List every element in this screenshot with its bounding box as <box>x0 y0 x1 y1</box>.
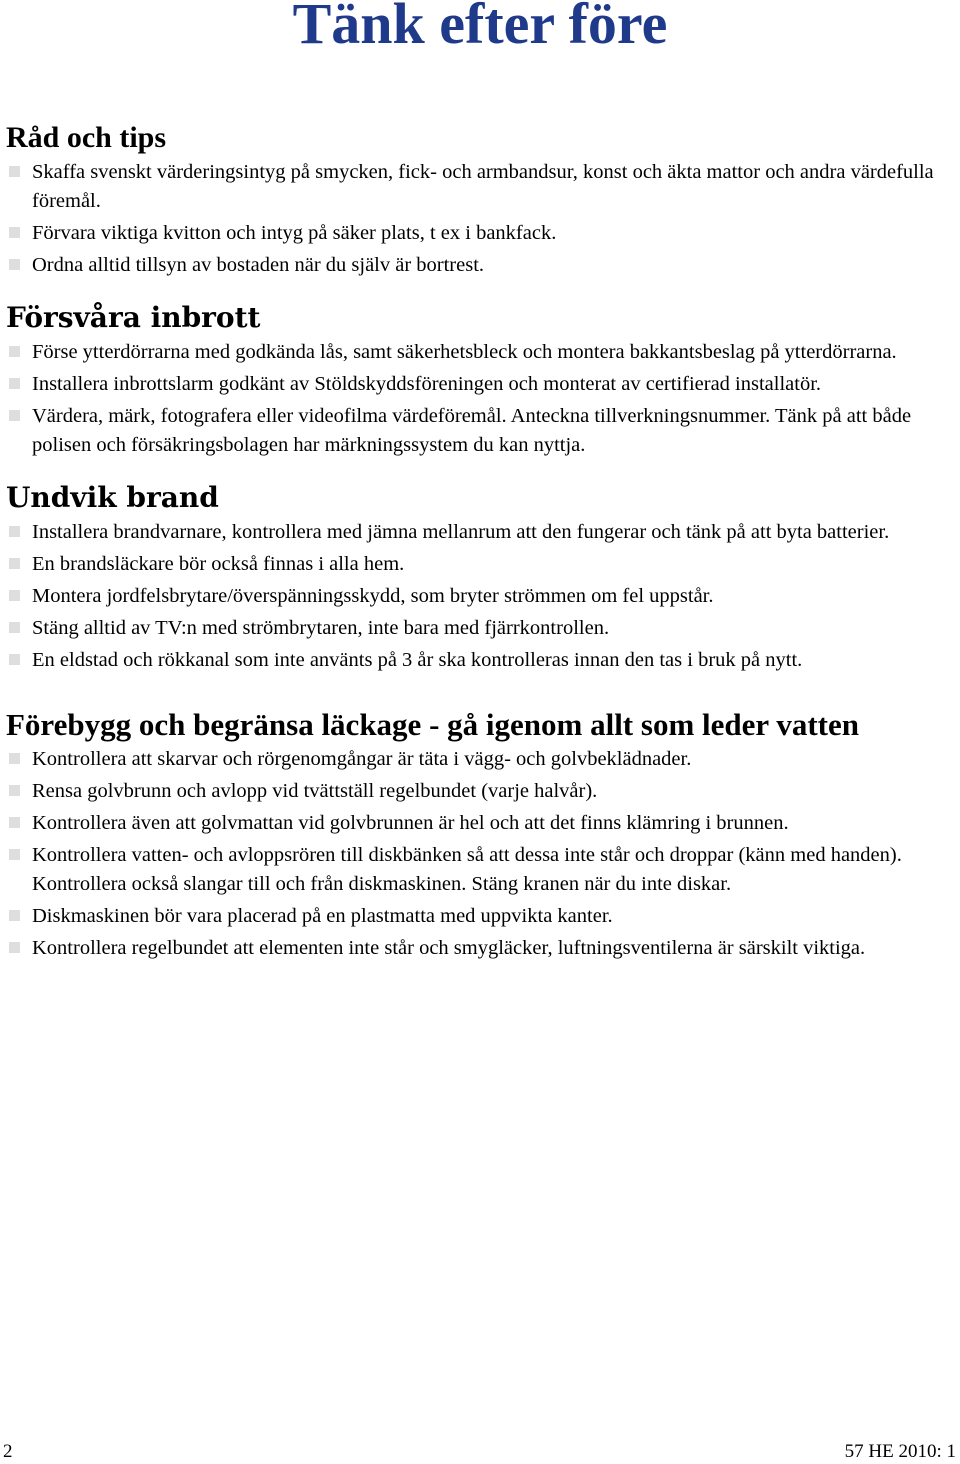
list-item-text: Ordna alltid tillsyn av bostaden när du själv är bortrest. <box>32 254 485 276</box>
list-item <box>6 550 956 579</box>
square-bullet-icon <box>9 410 20 421</box>
list-item-text: Stäng alltid av TV:n med strömbrytaren, inte bara med fjärrkontrollen. <box>32 617 610 639</box>
list-item-text: En brandsläckare bör också finnas i alla hem. <box>32 553 405 575</box>
section-forebygg-lackage <box>6 705 956 963</box>
page-number: 2 <box>3 1441 13 1462</box>
list-item-text: Installera inbrottslarm godkänt av Stöldskyddsföreningen och monterat av certifierad installatör. <box>32 373 822 395</box>
section-forsvara-inbrott <box>6 298 956 460</box>
section-heading: Råd och tips <box>6 121 167 154</box>
square-bullet-icon <box>9 622 20 633</box>
square-bullet-icon <box>9 558 20 569</box>
section-heading: Försvåra inbrott <box>6 301 261 334</box>
list-item-text: Installera brandvarnare, kontrollera med jämna mellanrum att den fungerar och tänk på att byta batterier. <box>32 521 890 543</box>
square-bullet-icon <box>9 590 20 601</box>
square-bullet-icon <box>9 849 20 860</box>
list-item-text: Rensa golvbrunn och avlopp vid tvättställ regelbundet (varje halvår). <box>32 780 598 802</box>
square-bullet-icon <box>9 910 20 921</box>
square-bullet-icon <box>9 227 20 238</box>
list-item-text: Kontrollera regelbundet att elementen inte står och smygläcker, luftningsventilerna är särskilt viktiga. <box>32 937 866 959</box>
bullet-list <box>6 745 956 963</box>
list-item-text: Förvara viktiga kvitton och intyg på säker plats, t ex i bankfack. <box>32 222 557 244</box>
square-bullet-icon <box>9 378 20 389</box>
list-item <box>6 158 956 216</box>
square-bullet-icon <box>9 526 20 537</box>
section-heading: Undvik brand <box>6 481 219 514</box>
list-item <box>6 251 956 280</box>
list-item <box>6 777 956 806</box>
list-item <box>6 338 956 367</box>
bullet-list <box>6 518 956 675</box>
square-bullet-icon <box>9 942 20 953</box>
section-heading: Förebygg och begränsa läckage - gå igenom allt som leder vatten <box>6 707 859 742</box>
list-item-text: Montera jordfelsbrytare/överspänningsskydd, som bryter strömmen om fel uppstår. <box>32 585 714 607</box>
bullet-list <box>6 338 956 460</box>
square-bullet-icon <box>9 259 20 270</box>
list-item-text: Värdera, märk, fotografera eller videofilma värdeföremål. Anteckna tillverkningsnummer. Tänk på att både polisen och försäkringsbolagen har märkningssystem du kan nyttja. <box>32 405 912 456</box>
list-item <box>6 614 956 643</box>
list-item-text: Kontrollera även att golvmattan vid golvbrunnen är hel och att det finns klämring i brunnen. <box>32 812 789 834</box>
list-item <box>6 646 956 675</box>
section-undvik-brand <box>6 478 956 675</box>
list-item <box>6 518 956 547</box>
page-title: Tänk efter före <box>292 0 668 56</box>
document-code: 57 HE 2010: 1 <box>844 1441 956 1462</box>
list-item-text: Förse ytterdörrarna med godkända lås, samt säkerhetsbleck och montera bakkantsbeslag på ytterdörrarna. <box>32 341 897 363</box>
list-item <box>6 370 956 399</box>
list-item <box>6 934 956 963</box>
square-bullet-icon <box>9 654 20 665</box>
list-item <box>6 809 956 838</box>
document-content <box>6 118 956 966</box>
bullet-list <box>6 158 956 280</box>
list-item-text: Kontrollera vatten- och avloppsrören till diskbänken så att dessa inte står och droppar (känn med handen). Kontrollera också slangar till och från diskmaskinen. Stäng kranen när du inte diskar. <box>32 844 902 895</box>
square-bullet-icon <box>9 166 20 177</box>
list-item <box>6 402 956 460</box>
list-item <box>6 841 956 899</box>
section-rad-och-tips <box>6 118 956 280</box>
list-item-text: Diskmaskinen bör vara placerad på en plastmatta med uppvikta kanter. <box>32 905 613 927</box>
square-bullet-icon <box>9 817 20 828</box>
square-bullet-icon <box>9 785 20 796</box>
square-bullet-icon <box>9 753 20 764</box>
list-item <box>6 745 956 774</box>
list-item <box>6 582 956 611</box>
list-item-text: Skaffa svenskt värderingsintyg på smycken, fick- och armbandsur, konst och äkta mattor och andra värdefulla föremål. <box>32 161 934 212</box>
list-item <box>6 902 956 931</box>
list-item-text: Kontrollera att skarvar och rörgenomgångar är täta i vägg- och golvbeklädnader. <box>32 748 692 770</box>
list-item <box>6 219 956 248</box>
square-bullet-icon <box>9 346 20 357</box>
list-item-text: En eldstad och rökkanal som inte använts på 3 år ska kontrolleras innan den tas i bruk på nytt. <box>32 649 803 671</box>
